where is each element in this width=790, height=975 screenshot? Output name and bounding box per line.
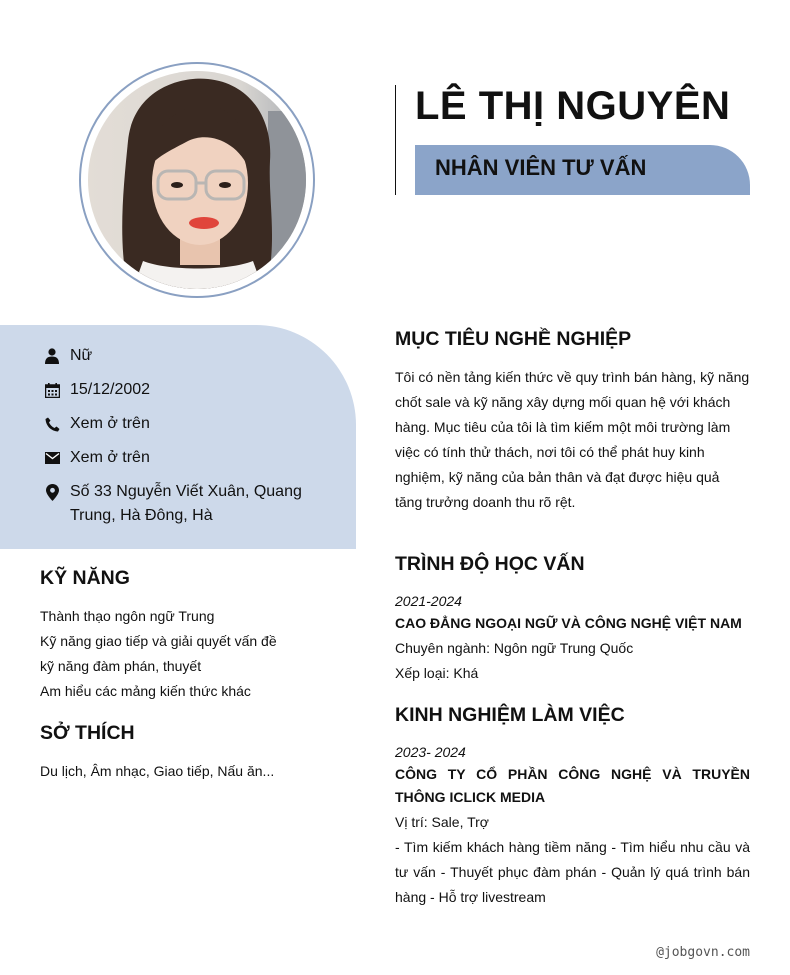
skills-heading: KỸ NĂNG: [40, 567, 130, 589]
contact-gender: [44, 344, 334, 368]
person-icon: [44, 344, 60, 368]
skill-item: Am hiểu các mảng kiến thức khác: [40, 683, 251, 699]
job-title: NHÂN VIÊN TƯ VẤN: [435, 155, 647, 180]
candidate-name: LÊ THỊ NGUYÊN: [415, 84, 731, 128]
contact-address: [44, 480, 334, 528]
avatar: [88, 71, 306, 289]
watermark: @jobgovn.com: [656, 945, 750, 960]
experience-position: Vị trí: Sale, Trợ: [395, 814, 489, 830]
education-major: Chuyên ngành: Ngôn ngữ Trung Quốc: [395, 640, 634, 656]
education-grade: Xếp loại: Khá: [395, 665, 479, 681]
avatar-photo: [88, 71, 306, 289]
experience-company: CÔNG TY CỔ PHẦN CÔNG NGHỆ VÀ TRUYỀN THÔNG ICLICK MEDIA: [395, 766, 750, 805]
experience-years: 2023- 2024: [395, 744, 466, 760]
objective-text: Tôi có nền tảng kiến thức về quy trình bán hàng, kỹ năng chốt sale và kỹ năng xây dựng mối quan hệ với khách hàng. Mục tiêu của tôi là tìm kiếm một môi trường làm việc có tính thử thách, nơi tôi có thể phát huy kinh nghiệm, kỹ năng của bản thân và đạt được hiệu quả tăng trưởng doanh thu rõ rệt.: [395, 369, 750, 510]
skill-item: Kỹ năng giao tiếp và giải quyết vấn đề: [40, 633, 277, 649]
education-heading: TRÌNH ĐỘ HỌC VẤN: [395, 553, 585, 575]
skill-item: kỹ năng đàm phán, thuyết: [40, 658, 202, 674]
header-divider: [395, 85, 396, 195]
contact-birthday: [44, 378, 334, 402]
contact-phone: [44, 412, 334, 436]
education-school: CAO ĐẲNG NGOẠI NGỮ VÀ CÔNG NGHỆ VIỆT NAM: [395, 615, 742, 631]
phone-text[interactable]: Xem ở trên: [70, 415, 150, 432]
skills-list: [40, 604, 340, 704]
address-text: Số 33 Nguyễn Viết Xuân, Quang Trung, Hà Đông, Hà: [70, 483, 302, 524]
phone-icon: [44, 412, 60, 436]
skill-item: Thành thạo ngôn ngữ Trung: [40, 608, 215, 624]
mail-icon: [44, 446, 60, 470]
experience-heading: KINH NGHIỆM LÀM VIỆC: [395, 704, 625, 726]
location-icon: [44, 480, 60, 504]
contact-email: [44, 446, 334, 470]
hobbies-text: Du lịch, Âm nhạc, Giao tiếp, Nấu ăn...: [40, 763, 275, 779]
education-years: 2021-2024: [395, 593, 462, 609]
gender-text: Nữ: [70, 347, 93, 364]
calendar-icon: [44, 378, 60, 402]
hobbies-heading: SỞ THÍCH: [40, 722, 135, 744]
birthday-text: 15/12/2002: [70, 381, 151, 398]
objective-heading: MỤC TIÊU NGHỀ NGHIỆP: [395, 328, 632, 350]
experience-duties: - Tìm kiếm khách hàng tiềm năng - Tìm hiểu nhu cầu và tư vấn - Thuyết phục đàm phán - Quản lý quá trình bán hàng - Hỗ trợ livestream: [395, 839, 750, 905]
email-text[interactable]: Xem ở trên: [70, 449, 150, 466]
